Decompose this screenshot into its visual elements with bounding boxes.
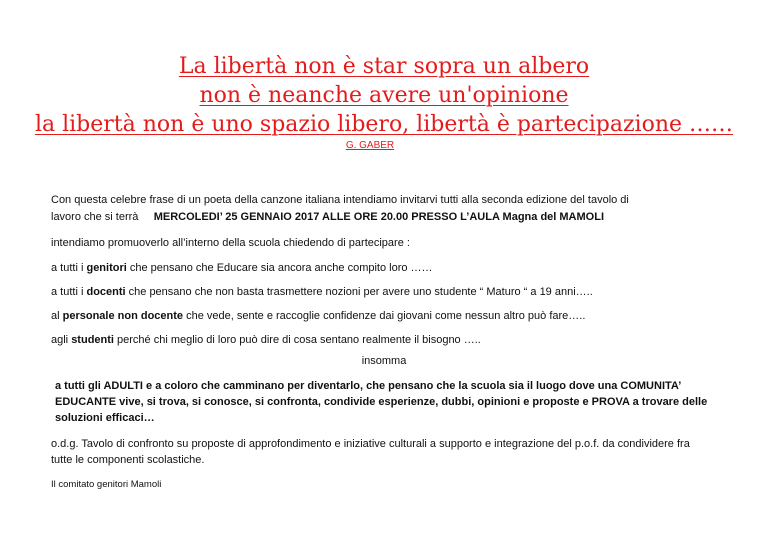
quote-line-1: La libertà non è star sopra un albero (178, 54, 590, 79)
item-bold: studenti (71, 334, 114, 346)
item-bold: genitori (86, 262, 127, 274)
item-suffix: che vede, sente e raccoglie confidenze dai giovani come nessun altro può fare….. (183, 310, 586, 322)
adulti-paragraph (55, 378, 715, 426)
list-item (51, 261, 741, 276)
item-prefix: agli (51, 334, 72, 346)
quote-author: G. GABER (345, 140, 395, 151)
quote-line-2: non è neanche avere un'opinione (199, 83, 569, 108)
list-item (51, 285, 741, 300)
quote-line-3: la libertà non è uno spazio libero, libertà è partecipazione …… (34, 112, 734, 137)
adulti-text: a tutti gli ADULTI e a coloro che camminano per diventarlo, che pensano che la scuola sia il luogo dove una COMUNITA’ EDUCANTE vive, si trova, si conosce, si confronta, condivide esperienze, dubbi, opinioni e proposte e PROVA a trovare delle soluzioni efficaci… (55, 380, 708, 424)
intro-text: lavoro che si terrà (51, 211, 139, 223)
intro-line-2 (51, 210, 741, 225)
item-suffix: perché chi meglio di loro può dire di cosa sentano realmente il bisogno ….. (113, 334, 481, 346)
item-bold: docenti (86, 286, 126, 298)
item-prefix: a tutti i (51, 286, 87, 298)
signature: Il comitato genitori Mamoli (51, 479, 162, 490)
list-item (51, 309, 741, 324)
event-details: MERCOLEDI’ 25 GENNAIO 2017 ALLE ORE 20.00 PRESSO L’AULA Magna del MAMOLI (153, 211, 604, 223)
promote-line: intendiamo promuoverlo all’interno della scuola chiedendo di partecipare : (51, 237, 410, 249)
item-suffix: che pensano che non basta trasmettere nozioni per avere uno studente “ Maturo “ a 19 anni….. (125, 286, 593, 298)
item-bold: personale non docente (62, 310, 184, 322)
item-prefix: al (51, 310, 63, 322)
intro-line-1: Con questa celebre frase di un poeta della canzone italiana intendiamo invitarvi tutti alla seconda edizione del tavolo di (51, 194, 629, 206)
insomma-text: insomma (361, 355, 407, 367)
odg-paragraph: o.d.g. Tavolo di confronto su proposte di approfondimento e iniziative culturali a supporto e integrazione del p.o.f. da condividere fra tutte le componenti scolastiche. (51, 438, 690, 466)
item-suffix: che pensano che Educare sia ancora anche compito loro …… (126, 262, 433, 274)
list-item (51, 333, 741, 348)
item-prefix: a tutti i (51, 262, 87, 274)
